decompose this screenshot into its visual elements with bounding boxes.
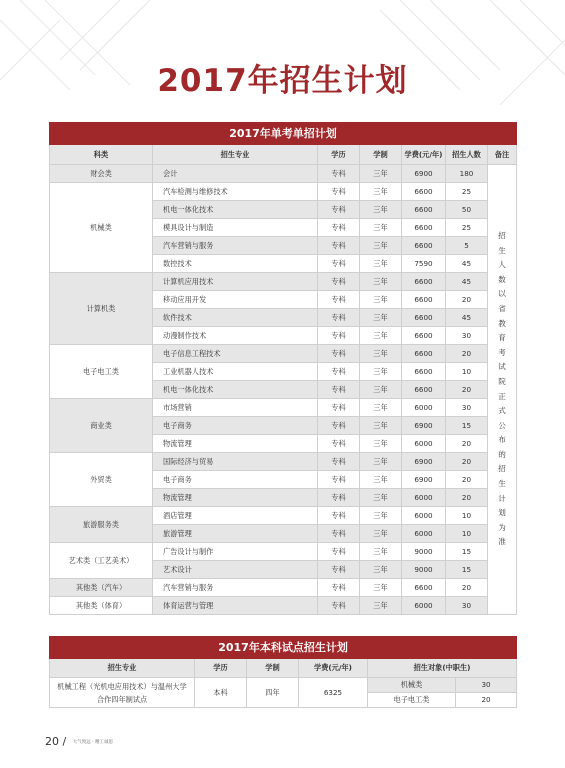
major-cell: 动漫制作技术 [153, 327, 318, 345]
years-cell: 三年 [360, 507, 402, 525]
years-cell: 三年 [360, 255, 402, 273]
level-cell: 专科 [318, 291, 360, 309]
count-cell: 180 [446, 165, 488, 183]
count-cell: 15 [446, 543, 488, 561]
target-name: 电子电工类 [368, 693, 456, 708]
table-row [50, 543, 517, 561]
table-row [50, 399, 517, 417]
level-cell: 专科 [318, 165, 360, 183]
column-header: 招生专业 [153, 145, 318, 165]
table-title: 2017年单考单招计划 [50, 123, 517, 145]
category-cell: 其他类（体育） [50, 597, 153, 615]
footer-tagline: 大气致远 · 精工诚思 [72, 740, 114, 745]
category-cell: 财会类 [50, 165, 153, 183]
fee-cell: 6600 [402, 201, 446, 219]
major-cell: 国际经济与贸易 [153, 453, 318, 471]
fee-cell: 6900 [402, 471, 446, 489]
years-cell: 三年 [360, 345, 402, 363]
column-header: 备注 [488, 145, 517, 165]
level-cell: 专科 [318, 471, 360, 489]
count-cell: 45 [446, 255, 488, 273]
years-cell: 三年 [360, 399, 402, 417]
count-cell: 20 [446, 291, 488, 309]
page-title: 2017年招生计划 [157, 63, 408, 99]
years-cell: 三年 [360, 489, 402, 507]
years-cell: 三年 [360, 201, 402, 219]
level-cell: 专科 [318, 237, 360, 255]
fee-cell: 6900 [402, 417, 446, 435]
level-cell: 专科 [318, 579, 360, 597]
pilot-years: 四年 [247, 678, 299, 708]
major-cell: 电子商务 [153, 417, 318, 435]
major-cell: 旅游管理 [153, 525, 318, 543]
level-cell: 专科 [318, 561, 360, 579]
page-number: 20 [45, 735, 59, 748]
major-cell: 数控技术 [153, 255, 318, 273]
major-cell: 物流管理 [153, 489, 318, 507]
target-count: 30 [456, 678, 517, 693]
years-cell: 三年 [360, 471, 402, 489]
table-row [50, 453, 517, 471]
years-cell: 三年 [360, 219, 402, 237]
major-cell: 机电一体化技术 [153, 381, 318, 399]
major-cell: 软件技术 [153, 309, 318, 327]
count-cell: 20 [446, 579, 488, 597]
fee-cell: 6600 [402, 381, 446, 399]
remark-text: 招生人数以省教育考试院正式公布的招生计划为准 [498, 230, 506, 547]
fee-cell: 6600 [402, 273, 446, 291]
years-cell: 三年 [360, 363, 402, 381]
major-cell: 移动应用开发 [153, 291, 318, 309]
level-cell: 专科 [318, 489, 360, 507]
table-row [50, 165, 517, 183]
fee-cell: 6600 [402, 219, 446, 237]
category-cell: 商业类 [50, 399, 153, 453]
column-header: 科类 [50, 145, 153, 165]
level-cell: 专科 [318, 309, 360, 327]
single-exam-enrollment-table [49, 122, 517, 615]
years-cell: 三年 [360, 561, 402, 579]
count-cell: 50 [446, 201, 488, 219]
target-name: 机械类 [368, 678, 456, 693]
level-cell: 专科 [318, 525, 360, 543]
column-header: 招生专业 [50, 659, 195, 678]
count-cell: 20 [446, 471, 488, 489]
fee-cell: 6600 [402, 183, 446, 201]
count-cell: 5 [446, 237, 488, 255]
undergraduate-pilot-table [49, 636, 517, 708]
column-header: 学费(元/年) [299, 659, 368, 678]
major-cell: 电子信息工程技术 [153, 345, 318, 363]
count-cell: 30 [446, 597, 488, 615]
count-cell: 45 [446, 273, 488, 291]
fee-cell: 6000 [402, 507, 446, 525]
count-cell: 15 [446, 561, 488, 579]
level-cell: 专科 [318, 363, 360, 381]
fee-cell: 7590 [402, 255, 446, 273]
years-cell: 三年 [360, 579, 402, 597]
category-cell: 艺术类（工艺美术） [50, 543, 153, 579]
fee-cell: 6600 [402, 579, 446, 597]
count-cell: 25 [446, 183, 488, 201]
count-cell: 10 [446, 507, 488, 525]
fee-cell: 6600 [402, 345, 446, 363]
remark-cell [488, 165, 517, 615]
years-cell: 三年 [360, 273, 402, 291]
major-cell: 物流管理 [153, 435, 318, 453]
table-row [50, 273, 517, 291]
fee-cell: 6000 [402, 435, 446, 453]
pilot-major: 机械工程（光机电应用技术）与温州大学合作四年制试点 [50, 678, 195, 708]
major-cell: 计算机应用技术 [153, 273, 318, 291]
level-cell: 专科 [318, 597, 360, 615]
level-cell: 专科 [318, 435, 360, 453]
years-cell: 三年 [360, 453, 402, 471]
major-cell: 汽车检测与维修技术 [153, 183, 318, 201]
major-cell: 模具设计与制造 [153, 219, 318, 237]
major-cell: 广告设计与制作 [153, 543, 318, 561]
level-cell: 专科 [318, 507, 360, 525]
table-row [50, 579, 517, 597]
years-cell: 三年 [360, 165, 402, 183]
fee-cell: 9000 [402, 561, 446, 579]
fee-cell: 6600 [402, 327, 446, 345]
category-cell: 计算机类 [50, 273, 153, 345]
fee-cell: 6000 [402, 399, 446, 417]
years-cell: 三年 [360, 309, 402, 327]
count-cell: 20 [446, 435, 488, 453]
years-cell: 三年 [360, 381, 402, 399]
level-cell: 专科 [318, 453, 360, 471]
fee-cell: 6000 [402, 525, 446, 543]
column-header: 招生人数 [446, 145, 488, 165]
fee-cell: 6600 [402, 291, 446, 309]
count-cell: 45 [446, 309, 488, 327]
count-cell: 20 [446, 489, 488, 507]
major-cell: 酒店管理 [153, 507, 318, 525]
table-row [50, 597, 517, 615]
major-cell: 体育运营与管理 [153, 597, 318, 615]
level-cell: 专科 [318, 255, 360, 273]
fee-cell: 6600 [402, 309, 446, 327]
level-cell: 专科 [318, 417, 360, 435]
level-cell: 专科 [318, 201, 360, 219]
level-cell: 专科 [318, 273, 360, 291]
page-separator: / [62, 735, 67, 748]
column-header: 招生对象(中职生) [368, 659, 517, 678]
years-cell: 三年 [360, 237, 402, 255]
table-row [50, 507, 517, 525]
level-cell: 专科 [318, 381, 360, 399]
column-header: 学费(元/年) [402, 145, 446, 165]
major-cell: 汽车营销与服务 [153, 579, 318, 597]
category-cell: 机械类 [50, 183, 153, 273]
level-cell: 专科 [318, 183, 360, 201]
fee-cell: 6000 [402, 489, 446, 507]
major-cell: 艺术设计 [153, 561, 318, 579]
category-cell: 其他类（汽车） [50, 579, 153, 597]
major-cell: 机电一体化技术 [153, 201, 318, 219]
years-cell: 三年 [360, 417, 402, 435]
table-row [50, 183, 517, 201]
years-cell: 三年 [360, 291, 402, 309]
table-title: 2017年本科试点招生计划 [50, 637, 517, 659]
fee-cell: 6600 [402, 237, 446, 255]
category-cell: 外贸类 [50, 453, 153, 507]
level-cell: 专科 [318, 543, 360, 561]
count-cell: 20 [446, 453, 488, 471]
level-cell: 专科 [318, 327, 360, 345]
count-cell: 30 [446, 399, 488, 417]
column-header: 学历 [195, 659, 247, 678]
count-cell: 25 [446, 219, 488, 237]
years-cell: 三年 [360, 543, 402, 561]
major-cell: 电子商务 [153, 471, 318, 489]
count-cell: 10 [446, 363, 488, 381]
count-cell: 20 [446, 381, 488, 399]
column-header: 学制 [247, 659, 299, 678]
years-cell: 三年 [360, 183, 402, 201]
table-body [50, 165, 517, 615]
years-cell: 三年 [360, 525, 402, 543]
years-cell: 三年 [360, 327, 402, 345]
years-cell: 三年 [360, 597, 402, 615]
column-header: 学制 [360, 145, 402, 165]
count-cell: 10 [446, 525, 488, 543]
page-footer [45, 735, 113, 748]
fee-cell: 9000 [402, 543, 446, 561]
pilot-level: 本科 [195, 678, 247, 708]
count-cell: 30 [446, 327, 488, 345]
table-row [50, 345, 517, 363]
years-cell: 三年 [360, 435, 402, 453]
column-header: 学历 [318, 145, 360, 165]
category-cell: 旅游服务类 [50, 507, 153, 543]
count-cell: 15 [446, 417, 488, 435]
major-cell: 市场营销 [153, 399, 318, 417]
fee-cell: 6900 [402, 165, 446, 183]
level-cell: 专科 [318, 345, 360, 363]
fee-cell: 6000 [402, 597, 446, 615]
count-cell: 20 [446, 345, 488, 363]
pilot-fee: 6325 [299, 678, 368, 708]
category-cell: 电子电工类 [50, 345, 153, 399]
fee-cell: 6900 [402, 453, 446, 471]
target-count: 20 [456, 693, 517, 708]
level-cell: 专科 [318, 219, 360, 237]
fee-cell: 6600 [402, 363, 446, 381]
level-cell: 专科 [318, 399, 360, 417]
major-cell: 汽车营销与服务 [153, 237, 318, 255]
major-cell: 会计 [153, 165, 318, 183]
major-cell: 工业机器人技术 [153, 363, 318, 381]
